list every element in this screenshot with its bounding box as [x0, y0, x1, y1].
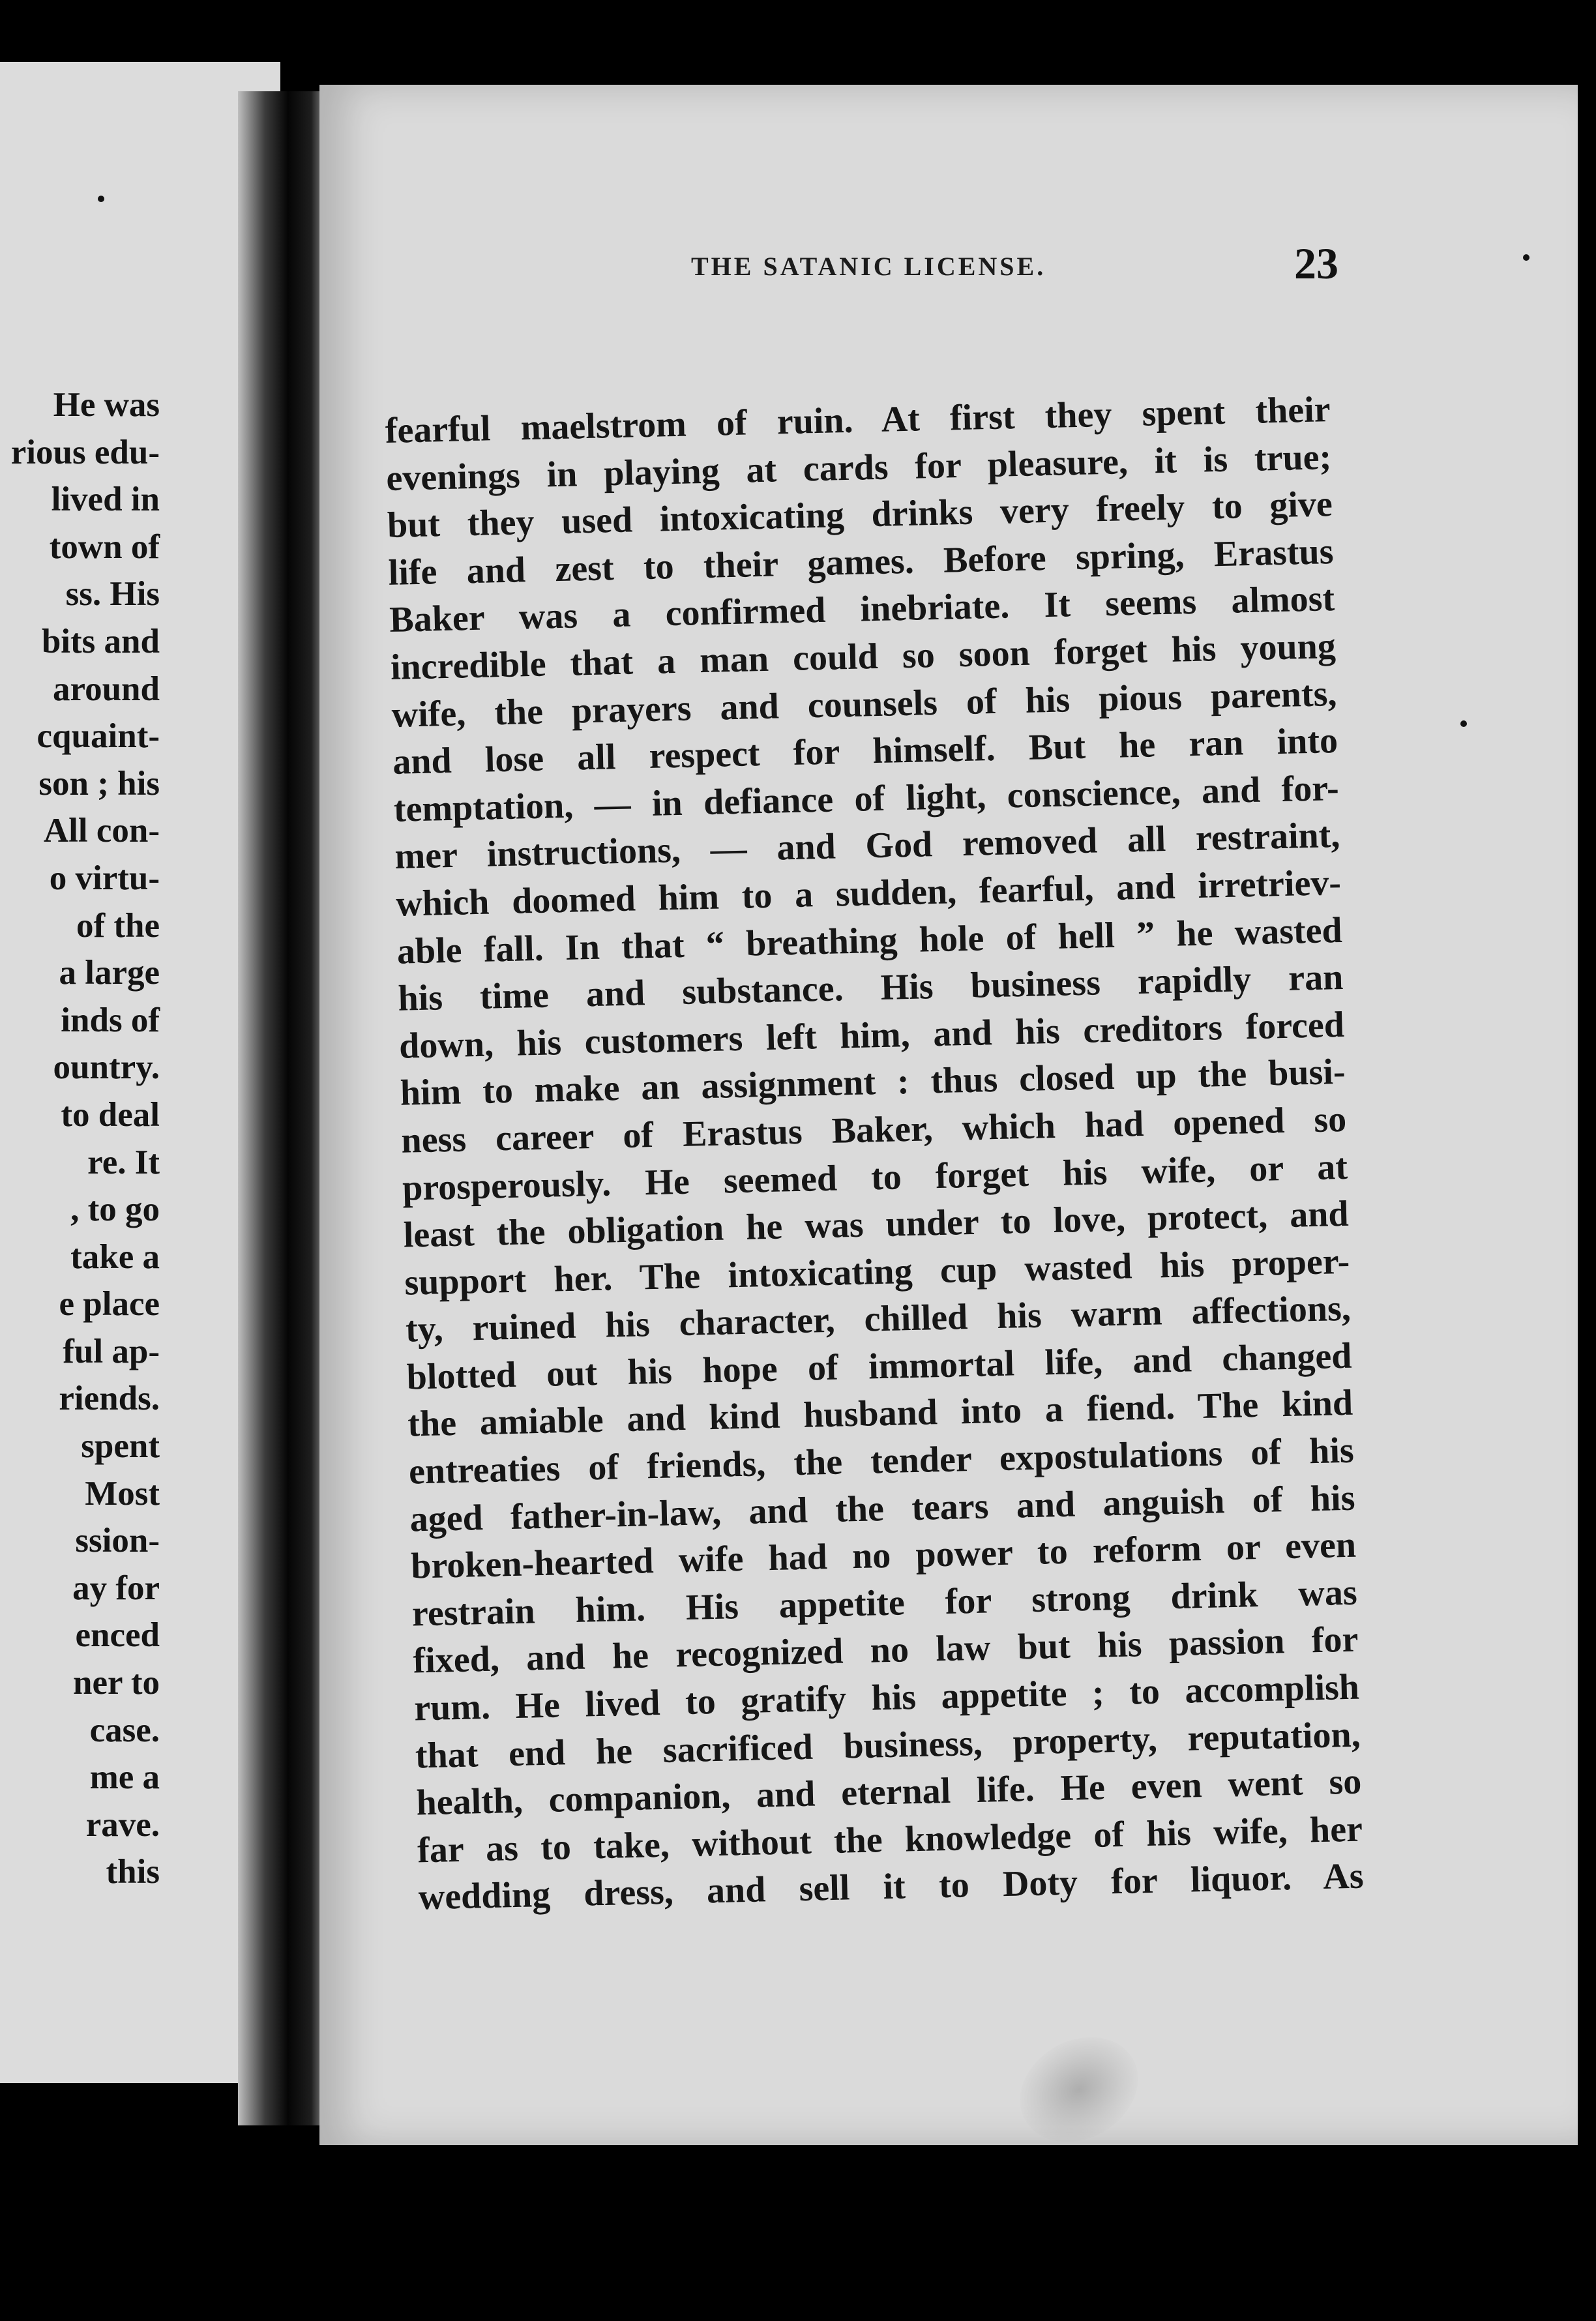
speck — [1460, 720, 1467, 727]
text-line: blotted out his hope of immortal life, and changed — [406, 1335, 1353, 1398]
left-page-line: case. — [89, 1711, 160, 1749]
left-page-line: Most — [85, 1474, 160, 1513]
book-gutter — [238, 91, 329, 2125]
left-page-line: ner to — [73, 1664, 160, 1702]
text-line: broken-hearted wife had no power to reform or even — [410, 1524, 1357, 1587]
text-line: wife, the prayers and counsels of his pious parents, — [391, 673, 1338, 735]
text-line: and lose all respect for himself. But he ran into — [392, 720, 1338, 783]
text-line: rum. He lived to gratify his appetite ; to accomplish — [413, 1666, 1360, 1729]
left-page-line: e place — [59, 1285, 160, 1323]
text-line: temptation, — in defiance of light, conscience, and for- — [393, 767, 1340, 830]
left-page-line: around — [53, 670, 160, 708]
left-page-line: ss. His — [65, 575, 160, 614]
text-line: the amiable and kind husband into a fiend. The kind — [407, 1383, 1353, 1445]
text-line: incredible that a man could so soon forget his young — [390, 625, 1337, 688]
page-number: 23 — [1294, 239, 1338, 288]
left-page-line: inds of — [61, 1001, 160, 1039]
text-line: least the obligation he was under to love, protect, and — [403, 1193, 1350, 1256]
left-page-line: , to go — [70, 1190, 160, 1229]
text-line: prosperously. He seemed to forget his wife, or at — [402, 1146, 1348, 1209]
left-page-line: He was — [53, 386, 160, 424]
left-page-line: bits and — [41, 622, 160, 660]
running-head: THE SATANIC LICENSE. — [691, 252, 1046, 281]
text-line: health, companion, and eternal life. He even went so — [415, 1761, 1362, 1824]
left-page-line: me a — [89, 1758, 160, 1797]
text-line: down, his customers left him, and his creditors forced — [398, 1004, 1345, 1067]
left-page-line: re. It — [87, 1143, 160, 1181]
left-page-line: a large — [59, 954, 160, 992]
left-page-line: to deal — [61, 1095, 160, 1134]
left-page-line: town of — [49, 527, 160, 566]
speck — [98, 196, 104, 202]
text-line: Baker was a confirmed inebriate. It seems almost — [389, 578, 1335, 641]
text-line: entreaties of friends, the tender expostulations of his — [408, 1430, 1355, 1492]
left-page-line: All con- — [43, 812, 160, 850]
text-line: him to make an assignment : thus closed up the busi- — [400, 1052, 1346, 1114]
text-line: restrain him. His appetite for strong drink was — [411, 1572, 1358, 1634]
text-line: far as to take, without the knowledge of his wife, her — [417, 1809, 1363, 1871]
text-line: ness career of Erastus Baker, which had opened so — [400, 1099, 1347, 1161]
text-line: which doomed him to a sudden, fearful, and irretriev- — [395, 862, 1342, 924]
text-line: his time and substance. His business rapidly ran — [397, 957, 1344, 1019]
text-line: that end he sacrificed business, property, reputation, — [415, 1714, 1361, 1777]
text-line: evenings in playing at cards for pleasure, it is true; — [385, 436, 1332, 499]
left-page-line: rious edu- — [10, 433, 160, 471]
left-page-line: cquaint- — [37, 717, 160, 756]
text-line: mer instructions, — and God removed all restraint, — [394, 815, 1340, 878]
left-page-text — [0, 381, 160, 1896]
left-page-line: of the — [76, 906, 160, 945]
text-line: life and zest to their games. Before spring, Erastus — [388, 531, 1335, 593]
left-page-line: ful ap- — [63, 1332, 160, 1370]
left-page-line: o virtu- — [49, 859, 160, 897]
text-line: aged father-in-law, and the tears and anguish of his — [409, 1477, 1356, 1540]
left-page-line: ountry. — [53, 1048, 160, 1087]
left-page-line: son ; his — [38, 764, 160, 803]
left-page-line: riends. — [59, 1380, 160, 1418]
left-page-line: this — [106, 1853, 160, 1891]
text-line: support her. The intoxicating cup wasted his proper- — [404, 1241, 1350, 1303]
text-line: wedding dress, and sell it to Doty for liquor. As — [418, 1855, 1365, 1918]
speck — [1523, 254, 1530, 261]
left-page-line: spent — [81, 1427, 160, 1466]
body-text — [385, 386, 1364, 1921]
text-line: but they used intoxicating drinks very freely to give — [387, 484, 1333, 546]
left-page-line: enced — [75, 1616, 160, 1655]
left-page-line: ay for — [72, 1569, 160, 1607]
text-line: able fall. In that “ breathing hole of hell ” he wasted — [396, 909, 1343, 972]
left-page-line: lived in — [51, 480, 160, 519]
left-page-line: take a — [70, 1237, 160, 1276]
left-page-line: rave. — [85, 1805, 160, 1844]
left-page-line: ssion- — [75, 1522, 160, 1560]
text-line: fixed, and he recognized no law but his passion for — [412, 1619, 1359, 1681]
text-line: ty, ruined his character, chilled his warm affections, — [405, 1288, 1352, 1350]
text-line: fearful maelstrom of ruin. At first they spent their — [385, 389, 1331, 451]
